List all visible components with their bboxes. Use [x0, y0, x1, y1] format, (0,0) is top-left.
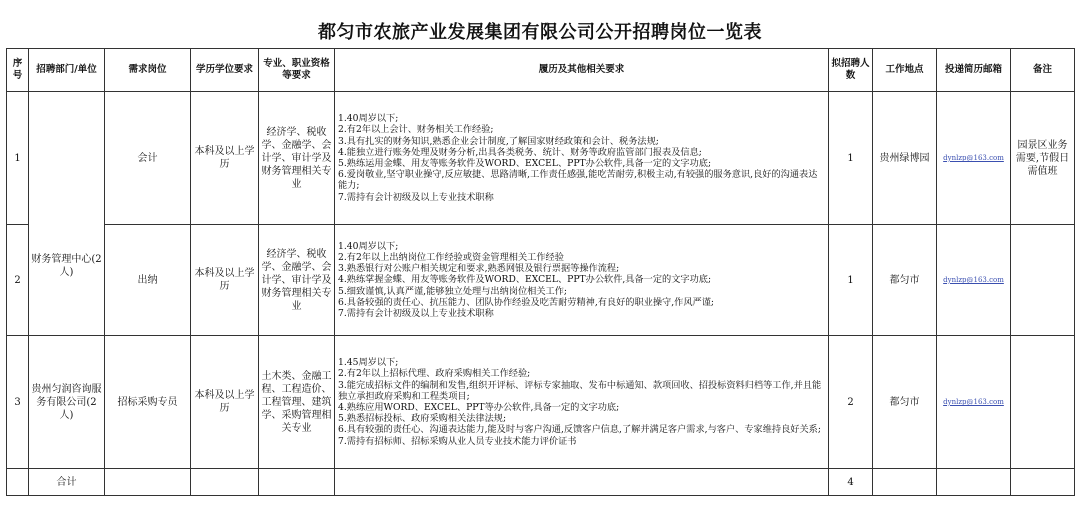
total-label: 合计 — [29, 469, 105, 496]
email-link[interactable]: dynlzp@163.com — [943, 398, 1004, 406]
row-note — [1011, 225, 1075, 336]
page-title: 都匀市农旅产业发展集团有限公司公开招聘岗位一览表 — [318, 22, 762, 43]
header-seq: 序号 — [7, 49, 29, 92]
row-email-cell — [937, 92, 1011, 225]
row-seq: 2 — [7, 225, 29, 336]
row-education: 本科及以上学历 — [191, 92, 259, 225]
total-seq — [7, 469, 29, 496]
row-requirements: 1.40周岁以下; 2.有2年以上出纳岗位工作经验或资金管理相关工作经验 3.熟悉银行对公账户相关规定和要求,熟悉网银及银行票据等操作流程; 4.熟练掌握金蝶、用友等账务软件及WORD、EXCEL、PPT办公软件,具备一定的文字功底; 5.细致谨慎,认真严谨,能够独立处理与出纳岗位相关工作; 6.具备较强的责任心、抗压能力、团队协作经验及吃苦耐劳精神,有良好的职业操守,作风严谨; 7.需持有会计初级及以上专业技术职称 — [335, 225, 829, 336]
header-requirements: 履历及其他相关要求 — [335, 49, 829, 92]
recruitment-table — [6, 48, 1075, 496]
row-position: 会计 — [105, 92, 191, 225]
header-dept: 招聘部门/单位 — [29, 49, 105, 92]
row-requirements: 1.45周岁以下; 2.有2年以上招标代理、政府采购相关工作经验; 3.能完成招标文件的编制和发售,组织开评标、评标专家抽取、发布中标通知、款项回收、招投标资料归档等工作,并且能独立承担政府采购和工程类项目; 4.熟练应用WORD、EXCEL、PPT等办公软件,具备一定的文字功底; 5.熟悉招标投标、政府采购相关法律法规; 6.具有较强的责任心、沟通表达能力,能及时与客户沟通,反馈客户信息,了解并满足客户需求,与客户、专家维持良好关系; 7.需持有招标师、招标采购从业人员专业技术能力评价证书 — [335, 336, 829, 469]
row-seq: 1 — [7, 92, 29, 225]
row-count: 2 — [829, 336, 873, 469]
total-empty — [1011, 469, 1075, 496]
header-position: 需求岗位 — [105, 49, 191, 92]
header-note: 备注 — [1011, 49, 1075, 92]
row-major: 经济学、税收学、金融学、会计学、审计学及财务管理相关专业 — [259, 92, 335, 225]
total-empty — [335, 469, 829, 496]
total-count: 4 — [829, 469, 873, 496]
row-note: 园景区业务需要,节假日需值班 — [1011, 92, 1075, 225]
row-count: 1 — [829, 225, 873, 336]
row-location: 都匀市 — [873, 225, 937, 336]
row-position: 招标采购专员 — [105, 336, 191, 469]
dept-consult: 贵州匀润咨询服务有限公司(2人) — [29, 336, 105, 469]
table-row — [7, 336, 1075, 469]
total-row — [7, 469, 1075, 496]
row-location: 都匀市 — [873, 336, 937, 469]
email-link[interactable]: dynlzp@163.com — [943, 154, 1004, 162]
header-major: 专业、职业资格等要求 — [259, 49, 335, 92]
dept-finance-label: 财务管理中心(2人) — [31, 254, 102, 278]
total-empty — [873, 469, 937, 496]
row-seq: 3 — [7, 336, 29, 469]
table-row — [7, 92, 1075, 225]
row-location: 贵州绿博园 — [873, 92, 937, 225]
row-note — [1011, 336, 1075, 469]
header-email: 投递简历邮箱 — [937, 49, 1011, 92]
total-empty — [105, 469, 191, 496]
header-location: 工作地点 — [873, 49, 937, 92]
header-row — [7, 49, 1075, 92]
row-email-cell — [937, 336, 1011, 469]
row-major: 经济学、税收学、金融学、会计学、审计学及财务管理相关专业 — [259, 225, 335, 336]
table-row — [7, 225, 1075, 336]
header-count: 拟招聘人数 — [829, 49, 873, 92]
total-empty — [937, 469, 1011, 496]
dept-finance — [29, 92, 105, 336]
row-count: 1 — [829, 92, 873, 225]
row-position: 出纳 — [105, 225, 191, 336]
header-education: 学历学位要求 — [191, 49, 259, 92]
row-email-cell — [937, 225, 1011, 336]
row-education: 本科及以上学历 — [191, 336, 259, 469]
total-empty — [259, 469, 335, 496]
row-major: 土木类、金融工程、工程造价、工程管理、建筑学、采购管理相关专业 — [259, 336, 335, 469]
row-education: 本科及以上学历 — [191, 225, 259, 336]
email-link[interactable]: dynlzp@163.com — [943, 276, 1004, 284]
row-requirements: 1.40周岁以下; 2.有2年以上会计、财务相关工作经验; 3.具有扎实的财务知识,熟悉企业会计制度,了解国家财经政策和会计、税务法规; 4.能独立进行账务处理及财务分析,出具各类税务、统计、财务等政府监管部门报表及信息; 5.熟练运用金蝶、用友等账务软件及WORD、EXCEL、PPT办公软件,具备一定的文字功底; 6.爱岗敬业,坚守职业操守,反应敏捷、思路清晰,工作责任感强,能吃苦耐劳,积极主动,有较强的服务意识,良好的沟通表达能力; 7.需持有会计初级及以上专业技术职称 — [335, 92, 829, 225]
total-empty — [191, 469, 259, 496]
